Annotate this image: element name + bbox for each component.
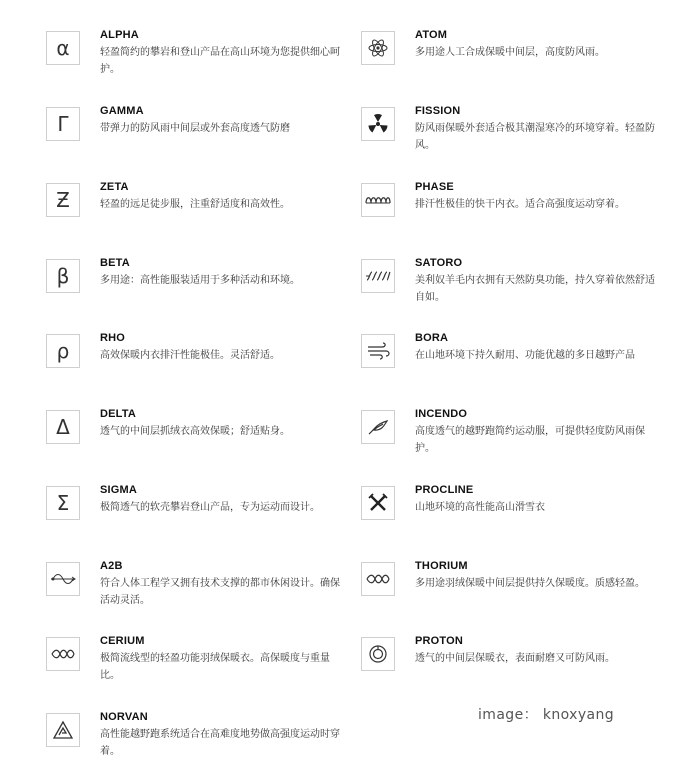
product-description: 美利奴羊毛内衣拥有天然防臭功能，持久穿着依然舒适自如。 (415, 275, 655, 303)
product-description: 防风雨保暖外套适合极其潮湿寒冷的环境穿着。轻盈防风。 (415, 123, 655, 151)
cerium-icon (46, 637, 80, 671)
product-description: 多用途：高性能服装适用于多种活动和环境。 (100, 275, 300, 286)
product-name: BETA (100, 257, 130, 269)
product-name: RHO (100, 332, 126, 344)
product-entry-cerium (46, 637, 346, 701)
product-entry-bora (361, 334, 661, 398)
alpha-icon: α (46, 31, 80, 65)
product-name: PROTON (415, 635, 464, 647)
zeta-icon: Ƶ (46, 183, 80, 217)
product-description: 高效保暖内衣排汗性能极佳。灵活舒适。 (100, 350, 280, 361)
product-entry-satoro (361, 259, 661, 323)
product-entry-thorium (361, 562, 661, 626)
product-entry-delta (46, 410, 346, 474)
product-name: BORA (415, 332, 449, 344)
product-entry-atom (361, 31, 661, 95)
product-entry-norvan (46, 713, 346, 777)
product-name: A2B (100, 560, 123, 572)
product-name: NORVAN (100, 711, 148, 723)
phase-icon (361, 183, 395, 217)
product-description: 透气的中间层抓绒衣高效保暖；舒适贴身。 (100, 426, 290, 437)
product-name: SATORO (415, 257, 463, 269)
incendo-icon (361, 410, 395, 444)
product-entry-sigma (46, 486, 346, 550)
product-description: 多用途羽绒保暖中间层提供持久保暖度。质感轻盈。 (415, 578, 645, 589)
product-entry-phase (361, 183, 661, 247)
product-entry-procline (361, 486, 661, 550)
product-name: CERIUM (100, 635, 145, 647)
product-entry-beta (46, 259, 346, 323)
delta-icon: Δ (46, 410, 80, 444)
norvan-icon (46, 713, 80, 747)
satoro-icon (361, 259, 395, 293)
product-description: 符合人体工程学又拥有技术支撑的都市休闲设计。确保活动灵活。 (100, 578, 340, 606)
product-name: GAMMA (100, 105, 144, 117)
product-entry-incendo (361, 410, 661, 474)
product-description: 透气的中间层保暖衣，表面耐磨又可防风雨。 (415, 653, 615, 664)
product-name: PHASE (415, 181, 454, 193)
procline-icon (361, 486, 395, 520)
product-entry-rho (46, 334, 346, 398)
product-description: 带弹力的防风雨中间层或外套高度透气防磨 (100, 123, 290, 134)
product-entry-gamma (46, 107, 346, 171)
product-entry-a2b (46, 562, 346, 626)
product-description: 高性能越野跑系统适合在高难度地势做高强度运动时穿着。 (100, 729, 340, 757)
product-name: ZETA (100, 181, 129, 193)
a2b-icon (46, 562, 80, 596)
product-entry-alpha (46, 31, 346, 95)
product-description: 在山地环境下持久耐用、功能优越的多日越野产品 (415, 350, 635, 361)
product-description: 极简透气的软壳攀岩登山产品，专为运动而设计。 (100, 502, 320, 513)
product-description: 山地环境的高性能高山滑雪衣 (415, 502, 545, 513)
beta-icon: β (46, 259, 80, 293)
proton-icon (361, 637, 395, 671)
product-entry-proton (361, 637, 661, 701)
product-description: 多用途人工合成保暖中间层，高度防风雨。 (415, 47, 605, 58)
product-description: 极简流线型的轻盈功能羽绒保暖衣。高保暖度与重量比。 (100, 653, 330, 681)
product-description: 排汗性极佳的快干内衣。适合高强度运动穿着。 (415, 199, 625, 210)
rho-icon: ρ (46, 334, 80, 368)
product-name: INCENDO (415, 408, 468, 420)
product-name: DELTA (100, 408, 137, 420)
product-description: 轻盈简约的攀岩和登山产品在高山环境为您提供细心呵护。 (100, 47, 340, 75)
fission-icon (361, 107, 395, 141)
product-name: SIGMA (100, 484, 138, 496)
product-name: THORIUM (415, 560, 468, 572)
thorium-icon (361, 562, 395, 596)
atom-icon (361, 31, 395, 65)
product-entry-zeta (46, 183, 346, 247)
product-description: 轻盈的远足徒步服，注重舒适度和高效性。 (100, 199, 290, 210)
product-name: ATOM (415, 29, 448, 41)
image-credit: image： knoxyang (478, 707, 615, 723)
sigma-icon: Σ (46, 486, 80, 520)
bora-icon (361, 334, 395, 368)
product-name: FISSION (415, 105, 461, 117)
gamma-icon: Γ (46, 107, 80, 141)
product-description: 高度透气的越野跑简约运动服，可提供轻度防风雨保护。 (415, 426, 645, 454)
product-entry-fission (361, 107, 661, 171)
product-name: PROCLINE (415, 484, 474, 496)
product-name: ALPHA (100, 29, 139, 41)
